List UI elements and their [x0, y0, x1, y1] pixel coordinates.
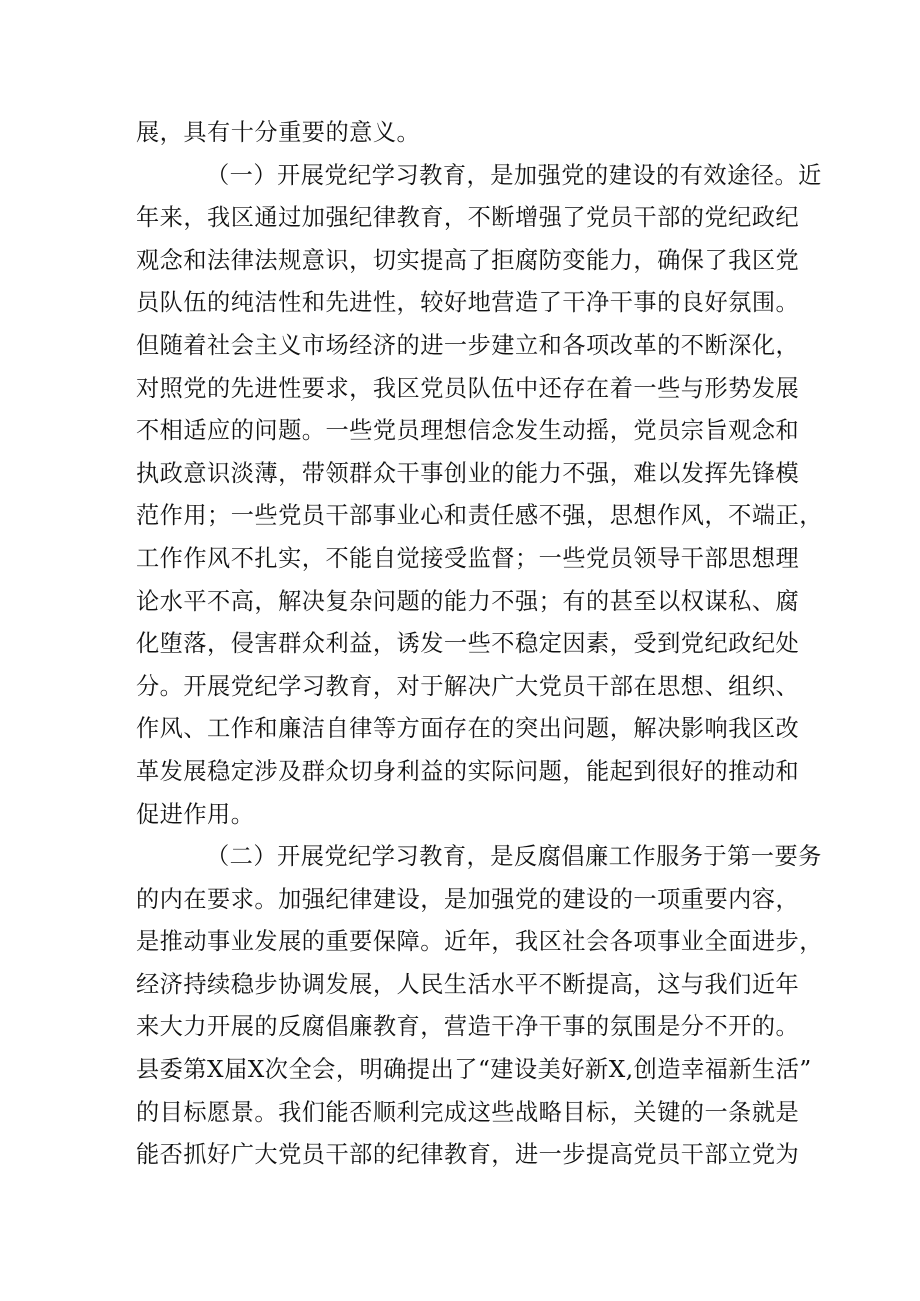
text-line: 是推动事业发展的重要保障。近年，我区社会各项事业全面进步， [136, 928, 823, 956]
text-line: 能否抓好广大党员干部的纪律教育，进一步提高党员干部立党为 [136, 1141, 800, 1169]
text-line: 但随着社会主义市场经济的进一步建立和各项改革的不断深化， [136, 331, 800, 359]
text-line: 来大力开展的反腐倡廉教育，营造干净干事的氛围是分不开的。 [136, 1013, 800, 1041]
text-line: 的内在要求。加强纪律建设，是加强党的建设的一项重要内容， [136, 885, 800, 913]
text-line: 不相适应的问题。一些党员理想信念发生动摇，党员宗旨观念和 [136, 417, 800, 445]
section-one-first-line: （一）开展党纪学习教育，是加强党的建设的有效途径。近 [206, 161, 822, 189]
text-line: 革发展稳定涉及群众切身利益的实际问题，能起到很好的推动和 [136, 757, 800, 785]
text-line: 范作用；一些党员干部事业心和责任感不强，思想作风，不端正， [136, 502, 823, 530]
text-line: 工作作风不扎实，不能自觉接受监督；一些党员领导干部思想理 [136, 544, 800, 572]
text-line: 观念和法律法规意识，切实提高了拒腐防变能力，确保了我区党 [136, 246, 800, 274]
text-line: 化堕落，侵害群众利益，诱发一些不稳定因素，受到党纪政纪处 [136, 630, 800, 658]
text-line: 的目标愿景。我们能否顺利完成这些战略目标，关键的一条就是 [136, 1098, 800, 1126]
text-line: 作风、工作和廉洁自律等方面存在的突出问题，解决影响我区改 [136, 715, 800, 743]
text-line: 执政意识淡薄，带领群众干事创业的能力不强，难以发挥先锋模 [136, 459, 800, 487]
text-line: 县委第X届X次全会，明确提出了“建设美好新X,创造幸福新生活” [136, 1056, 812, 1084]
text-line: 经济持续稳步协调发展，人民生活水平不断提高，这与我们近年 [136, 970, 800, 998]
text-line: 分。开展党纪学习教育，对于解决广大党员干部在思想、组织、 [136, 672, 800, 700]
section-two-first-line: （二）开展党纪学习教育，是反腐倡廉工作服务于第一要务 [206, 843, 822, 871]
document-body [136, 112, 823, 1177]
text-line: 员队伍的纯洁性和先进性，较好地营造了干净干事的良好氛围。 [136, 289, 800, 317]
text-line: 促进作用。 [136, 800, 255, 828]
text-line: 年来，我区通过加强纪律教育，不断增强了党员干部的党纪政纪 [136, 204, 800, 232]
text-line: 论水平不高，解决复杂问题的能力不强；有的甚至以权谋私、腐 [136, 587, 800, 615]
text-line: 对照党的先进性要求，我区党员队伍中还存在着一些与形势发展 [136, 374, 800, 402]
text-line: 展，具有十分重要的意义。 [136, 119, 421, 146]
